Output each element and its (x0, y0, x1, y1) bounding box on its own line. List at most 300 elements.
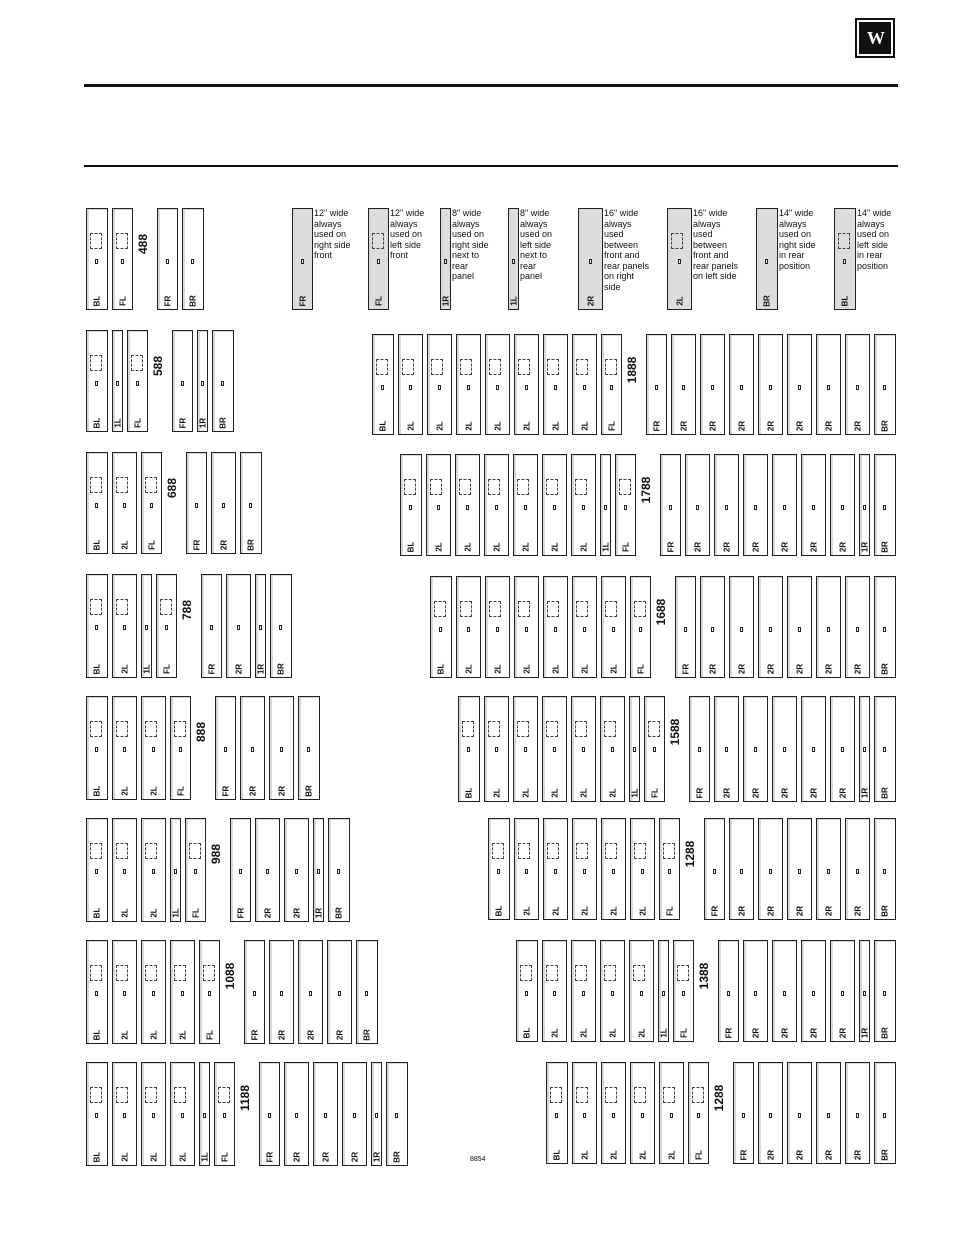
panel-label: 2R (586, 295, 595, 307)
panel-label: 1L (142, 664, 151, 674)
model-1288-2l-2 (543, 818, 568, 920)
panel-label: 2L (464, 421, 473, 431)
dashed-bracket-outline (604, 965, 616, 981)
dashed-bracket-outline (145, 1087, 157, 1103)
model-788-bl-0 (86, 574, 108, 678)
panel-slot-icon (754, 505, 757, 510)
model-1288-bl-0 (546, 1062, 568, 1164)
panel-slot-icon (210, 625, 213, 630)
dashed-bracket-outline (634, 601, 646, 617)
dashed-bracket-outline (90, 233, 102, 249)
model-988-bl-0 (86, 818, 108, 922)
model-1888-2r-16 (845, 334, 870, 435)
panel-label: BR (362, 1029, 372, 1041)
panel-slot-icon (525, 991, 528, 996)
panel-label: FL (636, 664, 645, 674)
panel-slot-icon (95, 747, 98, 752)
panel-label: 2L (550, 788, 559, 798)
panel-slot-icon (655, 385, 658, 390)
model-988-1r-8 (313, 818, 324, 922)
panel-label: FL (621, 542, 630, 552)
panel-label: 2L (579, 788, 588, 798)
panel-label: FR (163, 295, 172, 307)
dashed-bracket-outline (547, 843, 559, 859)
panel-slot-icon (684, 627, 687, 632)
panel-label: BL (92, 417, 102, 429)
model-1688-2l-5 (572, 576, 597, 678)
model-number-1588: 1588 (668, 718, 682, 746)
model-1388-fr-7 (718, 940, 739, 1042)
model-1388-2l-4 (629, 940, 654, 1042)
panel-slot-icon (727, 991, 730, 996)
panel-label: 1L (200, 1152, 209, 1162)
model-1688-fl-7 (630, 576, 651, 678)
panel-label: 2R (853, 663, 862, 675)
panel-label: 2L (608, 788, 617, 798)
dashed-bracket-outline (203, 965, 215, 981)
panel-label: BR (880, 420, 890, 432)
dashed-bracket-outline (575, 479, 587, 495)
model-1888-br-17 (874, 334, 896, 435)
dashed-bracket-outline (372, 233, 384, 249)
panel-slot-icon (95, 381, 98, 386)
panel-slot-icon (554, 385, 557, 390)
model-1888-bl-0 (372, 334, 394, 435)
panel-slot-icon (181, 991, 184, 996)
panel-slot-icon (662, 991, 665, 996)
model-1588-2r-9 (714, 696, 739, 802)
model-1288-2r-7 (758, 1062, 783, 1164)
panel-label: 2L (149, 1030, 158, 1040)
panel-label: BR (334, 907, 344, 919)
panel-slot-icon (381, 385, 384, 390)
panel-label: FR (739, 1149, 748, 1161)
panel-slot-icon (639, 627, 642, 632)
dashed-bracket-outline (116, 477, 128, 493)
panel-slot-icon (554, 627, 557, 632)
dashed-bracket-outline (838, 233, 850, 249)
dashed-bracket-outline (460, 359, 472, 375)
panel-label: 2L (493, 421, 502, 431)
dashed-bracket-outline (145, 721, 157, 737)
dashed-bracket-outline (434, 601, 446, 617)
dashed-bracket-outline (663, 843, 675, 859)
panel-slot-icon (116, 381, 119, 386)
dashed-bracket-outline (90, 965, 102, 981)
model-1088-2r-8 (327, 940, 352, 1044)
model-1388-2r-9 (772, 940, 797, 1042)
panel-label: BL (92, 663, 102, 675)
panel-label: BR (304, 785, 314, 797)
panel-slot-icon (783, 505, 786, 510)
panel-slot-icon (711, 385, 714, 390)
panel-slot-icon (783, 747, 786, 752)
panel-label: 2L (464, 664, 473, 674)
model-number-1888: 1888 (625, 356, 639, 384)
panel-label: 1L (171, 908, 180, 918)
model-1288-2l-3 (572, 818, 597, 920)
model-number-1088: 1088 (223, 962, 237, 990)
panel-label: 2R (809, 541, 818, 553)
panel-slot-icon (863, 991, 866, 996)
panel-slot-icon (194, 869, 197, 874)
panel-label: FL (607, 421, 616, 431)
panel-label: 2L (492, 788, 501, 798)
panel-label: BR (392, 1151, 402, 1163)
panel-slot-icon (883, 385, 886, 390)
model-number-1788: 1788 (639, 476, 653, 504)
panel-label: BR (880, 787, 890, 799)
panel-label: 2R (292, 907, 301, 919)
panel-slot-icon (883, 1113, 886, 1118)
model-1588-1r-14 (859, 696, 870, 802)
panel-label: 2R (824, 905, 833, 917)
model-1788-br-17 (874, 454, 896, 556)
panel-slot-icon (812, 505, 815, 510)
dashed-bracket-outline (174, 721, 186, 737)
panel-slot-icon (583, 1113, 586, 1118)
model-588-1l-1 (112, 330, 123, 432)
dashed-bracket-outline (404, 479, 416, 495)
dashed-bracket-outline (460, 601, 472, 617)
model-988-2r-7 (284, 818, 309, 922)
panel-label: FL (665, 906, 674, 916)
panel-label: BR (880, 663, 890, 675)
panel-slot-icon (611, 747, 614, 752)
model-1188-1r-10 (371, 1062, 382, 1166)
panel-slot-icon (583, 627, 586, 632)
model-1288-2r-9 (758, 818, 783, 920)
panel-label: BL (522, 1027, 532, 1039)
panel-label: BR (880, 905, 890, 917)
dashed-bracket-outline (145, 843, 157, 859)
dashed-bracket-outline (663, 1087, 675, 1103)
panel-slot-icon (136, 381, 139, 386)
model-1388-fl-6 (673, 940, 694, 1042)
panel-label: FL (147, 540, 156, 550)
model-1888-2l-3 (456, 334, 481, 435)
dashed-bracket-outline (576, 359, 588, 375)
panel-slot-icon (377, 259, 380, 264)
model-1588-2l-5 (600, 696, 625, 802)
panel-label: FL (118, 296, 127, 306)
model-1588-2l-3 (542, 696, 567, 802)
legend-fl-1 (368, 208, 389, 310)
model-1088-fr-5 (244, 940, 265, 1044)
dashed-bracket-outline (575, 721, 587, 737)
panel-label: BL (92, 785, 102, 797)
panel-slot-icon (195, 503, 198, 508)
panel-slot-icon (251, 747, 254, 752)
model-1288-br-13 (874, 818, 896, 920)
panel-slot-icon (798, 385, 801, 390)
panel-label: BL (92, 907, 102, 919)
model-1588-2r-13 (830, 696, 855, 802)
panel-slot-icon (583, 385, 586, 390)
model-1688-2l-6 (601, 576, 626, 678)
panel-label: BL (92, 295, 102, 307)
panel-label: 2R (234, 663, 243, 675)
panel-label: 2L (463, 542, 472, 552)
panel-label: 2R (795, 905, 804, 917)
panel-slot-icon (524, 747, 527, 752)
model-1688-2r-14 (845, 576, 870, 678)
model-1688-2r-9 (700, 576, 725, 678)
panel-label: 2R (853, 420, 862, 432)
panel-slot-icon (123, 625, 126, 630)
model-1388-1l-5 (658, 940, 669, 1042)
dashed-bracket-outline (634, 843, 646, 859)
panel-label: BR (276, 663, 286, 675)
panel-slot-icon (812, 747, 815, 752)
panel-label: 1L (630, 788, 639, 798)
panel-label: 2L (637, 1028, 646, 1038)
model-888-bl-0 (86, 696, 108, 800)
panel-slot-icon (95, 1113, 98, 1118)
model-688-br-5 (240, 452, 262, 554)
legend-fr-0 (292, 208, 313, 310)
panel-slot-icon (295, 869, 298, 874)
model-1188-2l-2 (141, 1062, 166, 1166)
model-1788-1r-16 (859, 454, 870, 556)
dashed-bracket-outline (576, 1087, 588, 1103)
panel-label: FR (724, 1027, 733, 1039)
header-rule-top (84, 84, 898, 87)
panel-label: FR (236, 907, 245, 919)
model-888-br-7 (298, 696, 320, 800)
model-1888-2r-10 (671, 334, 696, 435)
panel-label: FL (694, 1150, 703, 1160)
panel-slot-icon (375, 1113, 378, 1118)
model-1688-2l-1 (456, 576, 481, 678)
dashed-bracket-outline (489, 601, 501, 617)
panel-label: BL (406, 541, 416, 553)
panel-slot-icon (438, 385, 441, 390)
panel-slot-icon (466, 505, 469, 510)
model-1588-2r-10 (743, 696, 768, 802)
model-1888-2l-1 (398, 334, 423, 435)
model-1688-2r-11 (758, 576, 783, 678)
panel-label: FR (178, 417, 187, 429)
panel-label: 2L (609, 664, 618, 674)
panel-slot-icon (203, 1113, 206, 1118)
panel-slot-icon (841, 991, 844, 996)
dashed-bracket-outline (90, 355, 102, 371)
model-988-br-9 (328, 818, 350, 922)
dashed-bracket-outline (518, 601, 530, 617)
panel-label: 2L (580, 664, 589, 674)
panel-slot-icon (145, 625, 148, 630)
dashed-bracket-outline (218, 1087, 230, 1103)
panel-label: BL (464, 787, 474, 799)
legend-note-br: 14" wide always used on right side in rear position (779, 208, 816, 271)
panel-slot-icon (201, 381, 204, 386)
panel-slot-icon (152, 991, 155, 996)
model-1888-2l-5 (514, 334, 539, 435)
panel-label: FL (374, 296, 383, 306)
panel-label: 2R (737, 663, 746, 675)
panel-label: 2L (178, 1152, 187, 1162)
panel-label: 2R (263, 907, 272, 919)
legend-note-fl: 12" wide always used on left side front (390, 208, 425, 260)
model-number-988: 988 (209, 843, 223, 865)
model-888-2r-5 (240, 696, 265, 800)
panel-label: 2R (306, 1029, 315, 1041)
panel-label: FR (666, 541, 675, 553)
panel-slot-icon (612, 1113, 615, 1118)
model-1188-2l-1 (112, 1062, 137, 1166)
model-1888-2l-2 (427, 334, 452, 435)
panel-label: 2R (838, 1027, 847, 1039)
panel-label: 1R (372, 1151, 381, 1163)
panel-slot-icon (239, 869, 242, 874)
panel-slot-icon (280, 991, 283, 996)
panel-label: 2R (737, 420, 746, 432)
panel-label: 1R (860, 1027, 869, 1039)
panel-label: BR (880, 1027, 890, 1039)
panel-label: FL (191, 908, 200, 918)
panel-label: 2L (493, 664, 502, 674)
panel-label: 2R (824, 420, 833, 432)
model-1788-2l-4 (513, 454, 538, 556)
panel-slot-icon (841, 505, 844, 510)
model-1788-2l-1 (426, 454, 451, 556)
panel-slot-icon (152, 869, 155, 874)
dashed-bracket-outline (517, 479, 529, 495)
model-688-fl-2 (141, 452, 162, 554)
model-1288-2l-3 (630, 1062, 655, 1164)
panel-slot-icon (223, 1113, 226, 1118)
dashed-bracket-outline (462, 721, 474, 737)
panel-slot-icon (678, 259, 681, 264)
dashed-bracket-outline (518, 359, 530, 375)
model-1388-2r-8 (743, 940, 768, 1042)
panel-slot-icon (266, 869, 269, 874)
dashed-bracket-outline (116, 965, 128, 981)
panel-slot-icon (253, 991, 256, 996)
panel-slot-icon (624, 505, 627, 510)
panel-slot-icon (95, 625, 98, 630)
panel-label: FL (679, 1028, 688, 1038)
panel-slot-icon (123, 1113, 126, 1118)
model-1188-1l-4 (199, 1062, 210, 1166)
panel-slot-icon (582, 747, 585, 752)
panel-label: 2R (248, 785, 257, 797)
panel-slot-icon (612, 869, 615, 874)
panel-label: BL (92, 539, 102, 551)
panel-slot-icon (582, 505, 585, 510)
panel-label: 2L (522, 664, 531, 674)
panel-label: 2L (522, 421, 531, 431)
model-1288-fr-6 (733, 1062, 754, 1164)
model-number-888: 888 (194, 721, 208, 743)
dashed-bracket-outline (116, 599, 128, 615)
model-1888-2r-13 (758, 334, 783, 435)
dashed-bracket-outline (520, 965, 532, 981)
panel-slot-icon (798, 627, 801, 632)
panel-label: 2L (551, 421, 560, 431)
dashed-bracket-outline (90, 477, 102, 493)
dashed-bracket-outline (145, 965, 157, 981)
panel-slot-icon (554, 869, 557, 874)
dashed-bracket-outline (677, 965, 689, 981)
model-988-fr-5 (230, 818, 251, 922)
panel-label: 2R (751, 541, 760, 553)
panel-label: FR (250, 1029, 259, 1041)
model-1788-2r-12 (743, 454, 768, 556)
panel-label: 2R (809, 787, 818, 799)
dashed-bracket-outline (90, 599, 102, 615)
dashed-bracket-outline (604, 721, 616, 737)
dashed-bracket-outline (550, 1087, 562, 1103)
model-number-488: 488 (136, 233, 150, 255)
model-1788-2r-10 (685, 454, 710, 556)
dashed-bracket-outline (459, 479, 471, 495)
panel-label: FR (265, 1151, 274, 1163)
panel-slot-icon (754, 991, 757, 996)
panel-slot-icon (863, 505, 866, 510)
panel-label: 2L (149, 908, 158, 918)
dashed-bracket-outline (116, 843, 128, 859)
panel-label: BL (436, 663, 446, 675)
dashed-bracket-outline (90, 721, 102, 737)
panel-label: 2L (149, 786, 158, 796)
panel-label: 2L (580, 421, 589, 431)
panel-label: 2L (435, 421, 444, 431)
panel-label: FR (298, 295, 307, 307)
panel-slot-icon (121, 259, 124, 264)
panel-slot-icon (682, 991, 685, 996)
dashed-bracket-outline (605, 359, 617, 375)
panel-slot-icon (612, 627, 615, 632)
panel-slot-icon (769, 1113, 772, 1118)
panel-label: 2L (638, 906, 647, 916)
model-1788-2r-15 (830, 454, 855, 556)
model-1388-bl-0 (516, 940, 538, 1042)
panel-label: 2R (722, 541, 731, 553)
dashed-bracket-outline (376, 359, 388, 375)
panel-label: BR (880, 541, 890, 553)
panel-slot-icon (123, 503, 126, 508)
model-1088-2l-1 (112, 940, 137, 1044)
panel-slot-icon (740, 627, 743, 632)
model-1688-2l-2 (485, 576, 510, 678)
panel-slot-icon (769, 869, 772, 874)
panel-slot-icon (95, 869, 98, 874)
panel-label: FR (192, 539, 201, 551)
panel-slot-icon (123, 747, 126, 752)
panel-label: 2L (120, 908, 129, 918)
model-1588-br-15 (874, 696, 896, 802)
model-1688-2l-4 (543, 576, 568, 678)
panel-label: 2R (708, 420, 717, 432)
panel-label: 2L (580, 906, 589, 916)
dashed-bracket-outline (576, 601, 588, 617)
model-1188-bl-0 (86, 1062, 108, 1166)
dashed-bracket-outline (605, 601, 617, 617)
model-788-fr-4 (201, 574, 222, 678)
panel-slot-icon (611, 991, 614, 996)
panel-slot-icon (856, 385, 859, 390)
model-1288-2r-8 (787, 1062, 812, 1164)
panel-slot-icon (754, 747, 757, 752)
panel-slot-icon (883, 627, 886, 632)
dashed-bracket-outline (648, 721, 660, 737)
model-1888-2r-14 (787, 334, 812, 435)
panel-slot-icon (883, 869, 886, 874)
model-1588-2l-4 (571, 696, 596, 802)
dashed-bracket-outline (634, 1087, 646, 1103)
